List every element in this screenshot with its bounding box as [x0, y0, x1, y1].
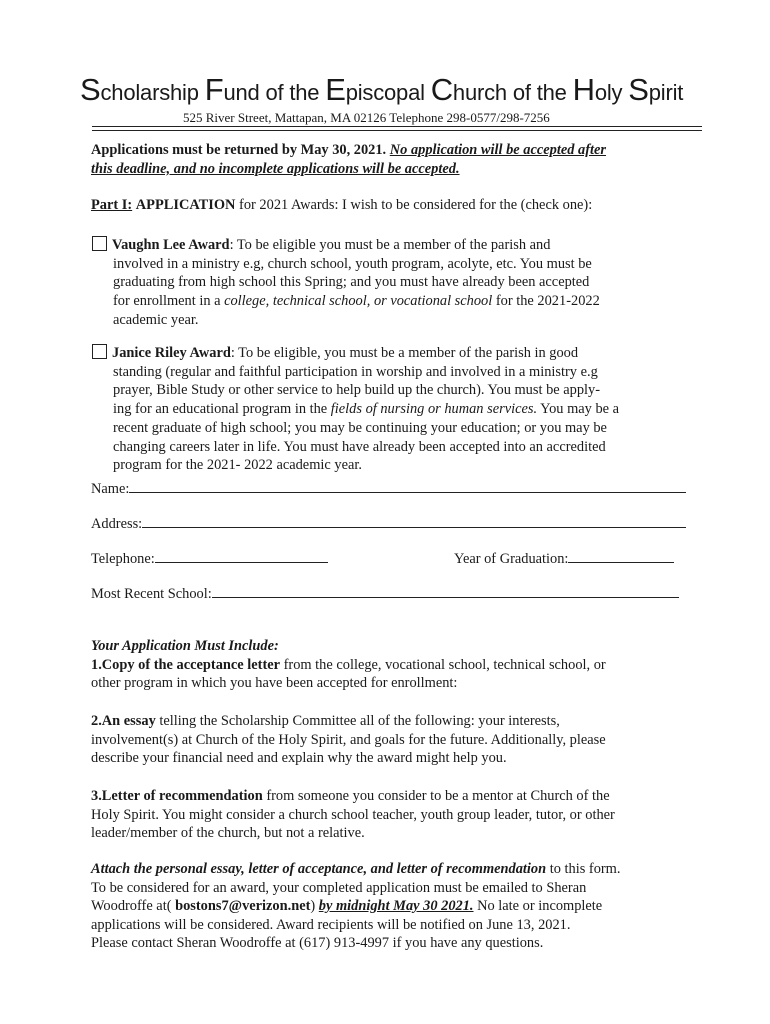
requirements-heading: Your Application Must Include: [91, 638, 279, 654]
deadline-notice: Applications must be returned by May 30, 2021. No application will be accepted after this deadline, and no incomplete applications will be accepted. [91, 142, 606, 177]
address-input[interactable] [142, 513, 686, 528]
name-label: Name: [91, 481, 130, 497]
vaughn-lee-award-option: Vaughn Lee Award: To be eligible you must be a member of the parish and involved in a ministry e.g, church school, youth program, acolyte, etc. You must be graduating from high school this Spring; and you must have already been accepted for enrollment in a college, technical school, or vocational school for the 2021-2022 academic year. [92, 236, 697, 330]
recent-school-label: Most Recent School: [91, 586, 212, 602]
telephone-label: Telephone: [91, 551, 155, 567]
telephone-input[interactable] [155, 548, 328, 563]
part1-heading: Part I: APPLICATION for 2021 Awards: I wish to be considered for the (check one): [91, 197, 593, 213]
graduation-year-field [454, 548, 674, 568]
janice-riley-award-option: Janice Riley Award: To be eligible, you must be a member of the parish in good standing (regular and faithful participation in worship and involved in a ministry e.g prayer, Bible Study or other service to help build up the church). You must be apply- ing for an educational program in the fields of nursing or human services. You may be a recent graduate of high school; you may be continuing your education; or you may be changing careers later in life. You must have already been accepted into an accredited program for the 2021- 2022 academic year. [92, 344, 697, 475]
recent-school-field [91, 583, 679, 603]
title-word: Spirit [628, 72, 684, 107]
address-field [91, 513, 686, 533]
requirement-item: 3.Letter of recommendation from someone you consider to be a mentor at Church of the Holy Spirit. You might consider a church school teacher, youth group leader, tutor, or other leader/member of the church, but not a relative. [91, 788, 615, 842]
header-divider [92, 130, 702, 131]
page-title [80, 72, 720, 108]
requirement-item: 1.Copy of the acceptance letter from the college, vocational school, technical school, or [91, 656, 606, 673]
name-input[interactable] [129, 478, 686, 493]
address-label: Address: [91, 516, 143, 532]
vaughn-lee-award-checkbox[interactable] [92, 236, 107, 251]
requirements-section: Your Application Must Include: 1.Copy of the acceptance letter from the college, vocational school, technical school, or other program in which you have been accepted for enrollment: [91, 637, 706, 693]
title-word: Fund of the [204, 72, 326, 107]
title-word: Episcopal [325, 72, 431, 107]
contact-email: bostons7@verizon.net [175, 898, 311, 915]
graduation-year-label: Year of Graduation: [454, 551, 569, 567]
title-word: Scholarship [80, 72, 205, 107]
requirement-item: 2.An essay telling the Scholarship Committee all of the following: your interests, involvement(s) at Church of the Holy Spirit, and goals for the future. Additionally, please describe your financial need and explain why the award might help you. [91, 713, 606, 767]
telephone-field [91, 548, 328, 568]
header-divider [92, 126, 702, 127]
janice-riley-award-checkbox[interactable] [92, 344, 107, 359]
title-word: Church of the [430, 72, 573, 107]
graduation-year-input[interactable] [568, 548, 674, 563]
church-address: 525 River Street, Mattapan, MA 02126 Telephone 298-0577/298-7256 [183, 110, 550, 125]
name-field [91, 478, 686, 498]
recent-school-input[interactable] [212, 583, 679, 598]
title-word: Holy [572, 72, 629, 107]
submission-instructions: Attach the personal essay, letter of acceptance, and letter of recommendation to this form. To be considered for an award, your completed application must be emailed to Sheran Woodroffe at( bostons7@verizon.net) by midnight May 30 2021. No late or incomplete applications will be considered. Award recipients will be notified on June 13, 2021. Please contact Sheran Woodroffe at (617) 913-4997 if you have any questions. [91, 861, 621, 952]
submission-deadline: by midnight May 30 2021. [318, 898, 474, 915]
